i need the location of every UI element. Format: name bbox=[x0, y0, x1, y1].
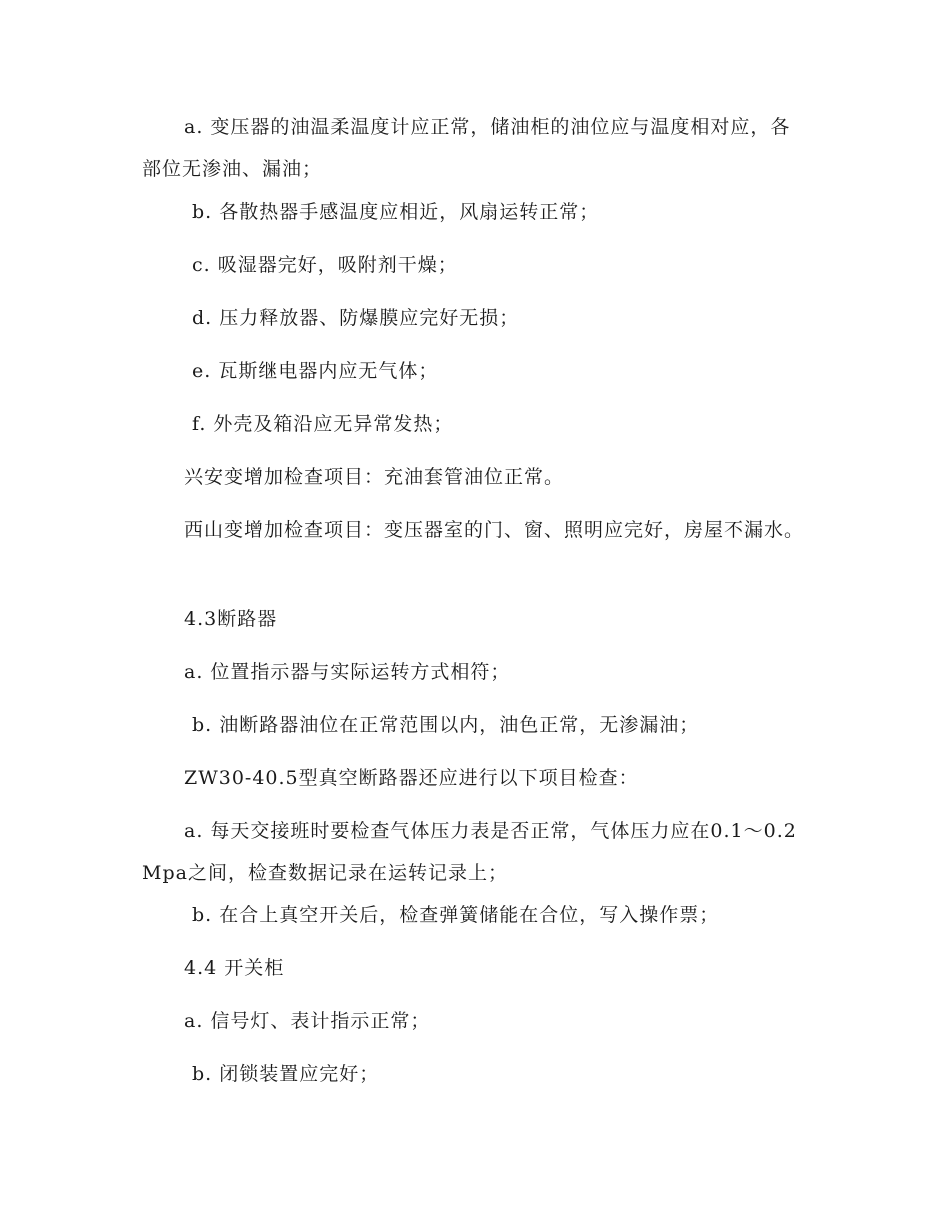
paragraph-xishan-check: 西山变增加检查项目：变压器室的门、窗、照明应完好，房屋不漏水。 bbox=[184, 519, 805, 541]
paragraph-xingan-check: 兴安变增加检查项目：充油套管油位正常。 bbox=[184, 466, 565, 488]
paragraph-position-indicator: a. 位置指示器与实际运转方式相符； bbox=[184, 661, 511, 683]
section-heading-4-4: 4.4 开关柜 bbox=[184, 957, 285, 979]
paragraph-oil-breaker: b. 油断路器油位在正常范围以内，油色正常，无渗漏油； bbox=[192, 714, 700, 736]
paragraph-gas-pressure: a. 每天交接班时要检查气体压力表是否正常，气体压力应在0.1～0.2Mpa之间，检查数据记录在运转记录上； bbox=[142, 820, 797, 884]
paragraph-signal-lights: a. 信号灯、表计指示正常； bbox=[184, 1010, 431, 1032]
paragraph-spring-energy: b. 在合上真空开关后，检查弹簧储能在合位，写入操作票； bbox=[192, 904, 720, 926]
section-heading-4-3: 4.3断路器 bbox=[184, 608, 278, 630]
paragraph-dehumidifier: c. 吸湿器完好，吸附剂干燥； bbox=[192, 254, 458, 276]
paragraph-shell-heating: f. 外壳及箱沿应无异常发热； bbox=[192, 413, 454, 435]
paragraph-pressure-release: d. 压力释放器、防爆膜应完好无损； bbox=[192, 307, 520, 329]
paragraph-interlock: b. 闭锁装置应完好； bbox=[192, 1063, 380, 1085]
paragraph-gas-relay: e. 瓦斯继电器内应无气体； bbox=[192, 360, 439, 382]
paragraph-transformer-oil: a. 变压器的油温柔温度计应正常，储油柜的油位应与温度相对应，各部位无渗油、漏油； bbox=[142, 116, 791, 180]
paragraph-radiator: b. 各散热器手感温度应相近，风扇运转正常； bbox=[192, 201, 600, 223]
paragraph-vacuum-breaker: ZW30-40.5型真空断路器还应进行以下项目检查： bbox=[184, 767, 639, 789]
